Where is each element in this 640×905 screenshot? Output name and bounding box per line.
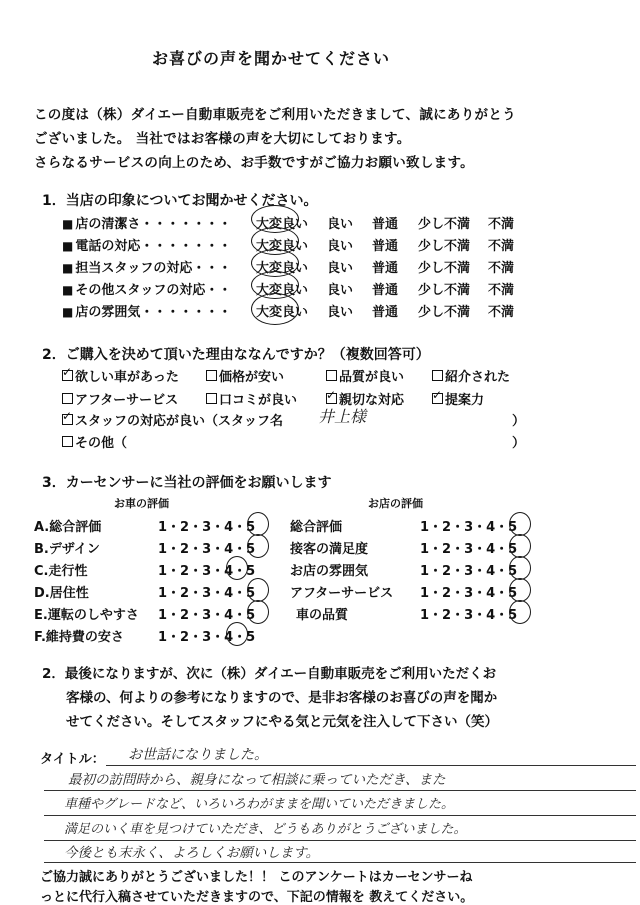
writing-line (106, 765, 636, 766)
score-circle (509, 512, 531, 536)
checkbox[interactable] (432, 370, 443, 381)
score-circle (509, 556, 531, 580)
q2-option[interactable]: ✓ 親切な対応 (326, 389, 404, 408)
q1-option-very-good[interactable]: 大変良い (256, 217, 309, 232)
car-rating-label: F.維持費の安さ (34, 630, 124, 645)
q2-option[interactable]: ✓欲しい車があった (62, 366, 179, 385)
car-rating-scale[interactable]: 1・2・3・4・5 (158, 608, 256, 623)
q1-option-good[interactable]: 良い (327, 217, 354, 232)
shop-rating-header: お店の評価 (368, 497, 423, 510)
q2-option[interactable]: 口コミが良い (206, 389, 297, 408)
car-rating-scale[interactable]: 1・2・3・4・5 (158, 542, 256, 557)
q4-line-2: 客様の、何よりの参考になりますので、是非お客様のお喜びの声を聞か (66, 690, 498, 706)
checkbox[interactable] (62, 393, 73, 404)
review-line-2[interactable]: 車種やグレードなど、いろいろわがままを聞いていただきました。 (64, 797, 455, 812)
q2-heading: 2．ご購入を決めて頂いた理由ななんですか？（複数回答可） (42, 347, 430, 363)
shop-rating-label: 車の品質 (296, 608, 349, 623)
shop-rating-label: 総合評価 (290, 520, 343, 535)
car-rating-header: お車の評価 (114, 497, 169, 510)
car-rating-scale[interactable]: 1・2・3・4・5 (158, 630, 256, 645)
score-circle (247, 534, 269, 558)
writing-line (44, 790, 636, 791)
score-circle (509, 600, 531, 624)
intro-line-2: ございました。 当社ではお客様の声を大切にしております。 (34, 131, 411, 147)
checkbox[interactable] (206, 393, 217, 404)
review-title-input[interactable]: お世話になりました。 (128, 747, 268, 763)
q2-option[interactable]: 価格が安い (206, 366, 284, 385)
review-line-4[interactable]: 今後とも末永く、よろしくお願いします。 (64, 845, 320, 861)
checkbox[interactable] (62, 414, 73, 425)
q1-option-bad[interactable]: 不満 (488, 217, 515, 232)
q1-option-slightly-bad[interactable]: 少し不満 (418, 261, 471, 276)
review-line-3[interactable]: 満足のいく車を見つけていただき、どうもありがとうございました。 (64, 822, 467, 837)
car-rating-label: C.走行性 (34, 564, 88, 579)
footer-line-2: っとに代行入稿させていただきますので、下記の情報を 教えてください。 (40, 890, 474, 905)
intro-line-3: さらなるサービスの向上のため、お手数ですがご協力お願い致します。 (34, 155, 474, 171)
q1-heading: 1．当店の印象についてお聞かせください。 (42, 193, 318, 209)
car-rating-scale[interactable]: 1・2・3・4・5 (158, 564, 256, 579)
checkbox[interactable] (62, 370, 73, 381)
shop-rating-scale[interactable]: 1・2・3・4・5 (420, 564, 518, 579)
q1-option-very-good[interactable]: 大変良い (256, 239, 309, 254)
car-rating-label: B.デザイン (34, 542, 100, 557)
q2-option-other[interactable]: その他（ (62, 432, 127, 451)
q4-line-3: せてください。そしてスタッフにやる気と元気を注入して下さい（笑） (66, 714, 498, 730)
checkbox[interactable] (326, 370, 337, 381)
footer-line-1: ご協力誠にありがとうございました！！ このアンケートはカーセンサーね (40, 870, 473, 885)
q1-row-label: ■ 担当スタッフの対応・・・ (62, 261, 232, 276)
car-rating-label: D.居住性 (34, 586, 89, 601)
score-circle (226, 622, 248, 646)
q1-option-very-good[interactable]: 大変良い (256, 283, 309, 298)
q1-option-good[interactable]: 良い (327, 261, 354, 276)
writing-line (44, 862, 636, 863)
score-circle (509, 534, 531, 558)
q1-option-good[interactable]: 良い (327, 239, 354, 254)
score-circle (247, 512, 269, 536)
q1-option-very-good[interactable]: 大変良い (256, 305, 309, 320)
q1-option-normal[interactable]: 普通 (372, 283, 399, 298)
shop-rating-scale[interactable]: 1・2・3・4・5 (420, 520, 518, 535)
review-line-1[interactable]: 最初の訪問時から、親身になって相談に乗っていただき、また (68, 772, 446, 788)
q2-option[interactable]: ✓ 提案力 (432, 389, 484, 408)
car-rating-label: E.運転のしやすさ (34, 608, 139, 623)
shop-rating-scale[interactable]: 1・2・3・4・5 (420, 542, 518, 557)
shop-rating-scale[interactable]: 1・2・3・4・5 (420, 608, 518, 623)
q1-option-normal[interactable]: 普通 (372, 217, 399, 232)
q1-option-bad[interactable]: 不満 (488, 239, 515, 254)
q1-option-normal[interactable]: 普通 (372, 261, 399, 276)
q1-option-normal[interactable]: 普通 (372, 239, 399, 254)
writing-line (44, 815, 636, 816)
q1-option-slightly-bad[interactable]: 少し不満 (418, 239, 471, 254)
checkbox[interactable] (326, 393, 337, 404)
shop-rating-scale[interactable]: 1・2・3・4・5 (420, 586, 518, 601)
score-circle (247, 578, 269, 602)
q1-option-bad[interactable]: 不満 (488, 283, 515, 298)
shop-rating-label: お店の雰囲気 (290, 564, 369, 579)
shop-rating-label: アフターサービス (290, 586, 394, 601)
score-circle (247, 600, 269, 624)
checkbox[interactable] (62, 436, 73, 447)
q1-option-good[interactable]: 良い (327, 305, 354, 320)
q1-option-good[interactable]: 良い (327, 283, 354, 298)
checkbox[interactable] (432, 393, 443, 404)
score-circle (226, 556, 248, 580)
car-rating-scale[interactable]: 1・2・3・4・5 (158, 520, 256, 535)
car-rating-label: A.総合評価 (34, 520, 102, 535)
car-rating-scale[interactable]: 1・2・3・4・5 (158, 586, 256, 601)
q1-option-bad[interactable]: 不満 (488, 261, 515, 276)
q1-option-slightly-bad[interactable]: 少し不満 (418, 283, 471, 298)
q1-option-slightly-bad[interactable]: 少し不満 (418, 305, 471, 320)
q1-row-label: ■ その他スタッフの対応・・ (62, 283, 232, 298)
page-title: お喜びの声を聞かせてください (152, 49, 391, 68)
q2-option[interactable]: 紹介された (432, 366, 510, 385)
q1-option-bad[interactable]: 不満 (488, 305, 515, 320)
q1-row-label: ■ 電話の対応・・・・・・・ (62, 239, 232, 254)
q3-heading: 3．カーセンサーに当社の評価をお願いします (42, 475, 332, 491)
close-paren: ） (512, 414, 526, 429)
score-circle (509, 578, 531, 602)
q1-row-label: ■ 店の雰囲気・・・・・・・ (62, 305, 232, 320)
q1-option-normal[interactable]: 普通 (372, 305, 399, 320)
q1-option-very-good[interactable]: 大変良い (256, 261, 309, 276)
staff-name-input[interactable]: 井上様 (318, 407, 367, 426)
q2-option[interactable]: アフターサービス (62, 389, 178, 408)
q1-option-slightly-bad[interactable]: 少し不満 (418, 217, 471, 232)
q2-option[interactable]: 品質が良い (326, 366, 404, 385)
close-paren: ） (512, 436, 526, 451)
selection-circle (251, 293, 299, 325)
intro-line-1: この度は（株）ダイエー自動車販売をご利用いただきまして、誠にありがとう (34, 107, 516, 123)
q4-line-1: 2．最後になりますが、次に（株）ダイエー自動車販売をご利用いただくお (42, 666, 497, 682)
checkbox[interactable] (206, 370, 217, 381)
shop-rating-label: 接客の満足度 (290, 542, 369, 557)
q2-option-staff[interactable]: ✓スタッフの対応が良い（スタッフ名 (62, 410, 283, 429)
review-title-label: タイトル： (40, 752, 105, 767)
q1-row-label: ■ 店の清潔さ・・・・・・・ (62, 217, 232, 232)
